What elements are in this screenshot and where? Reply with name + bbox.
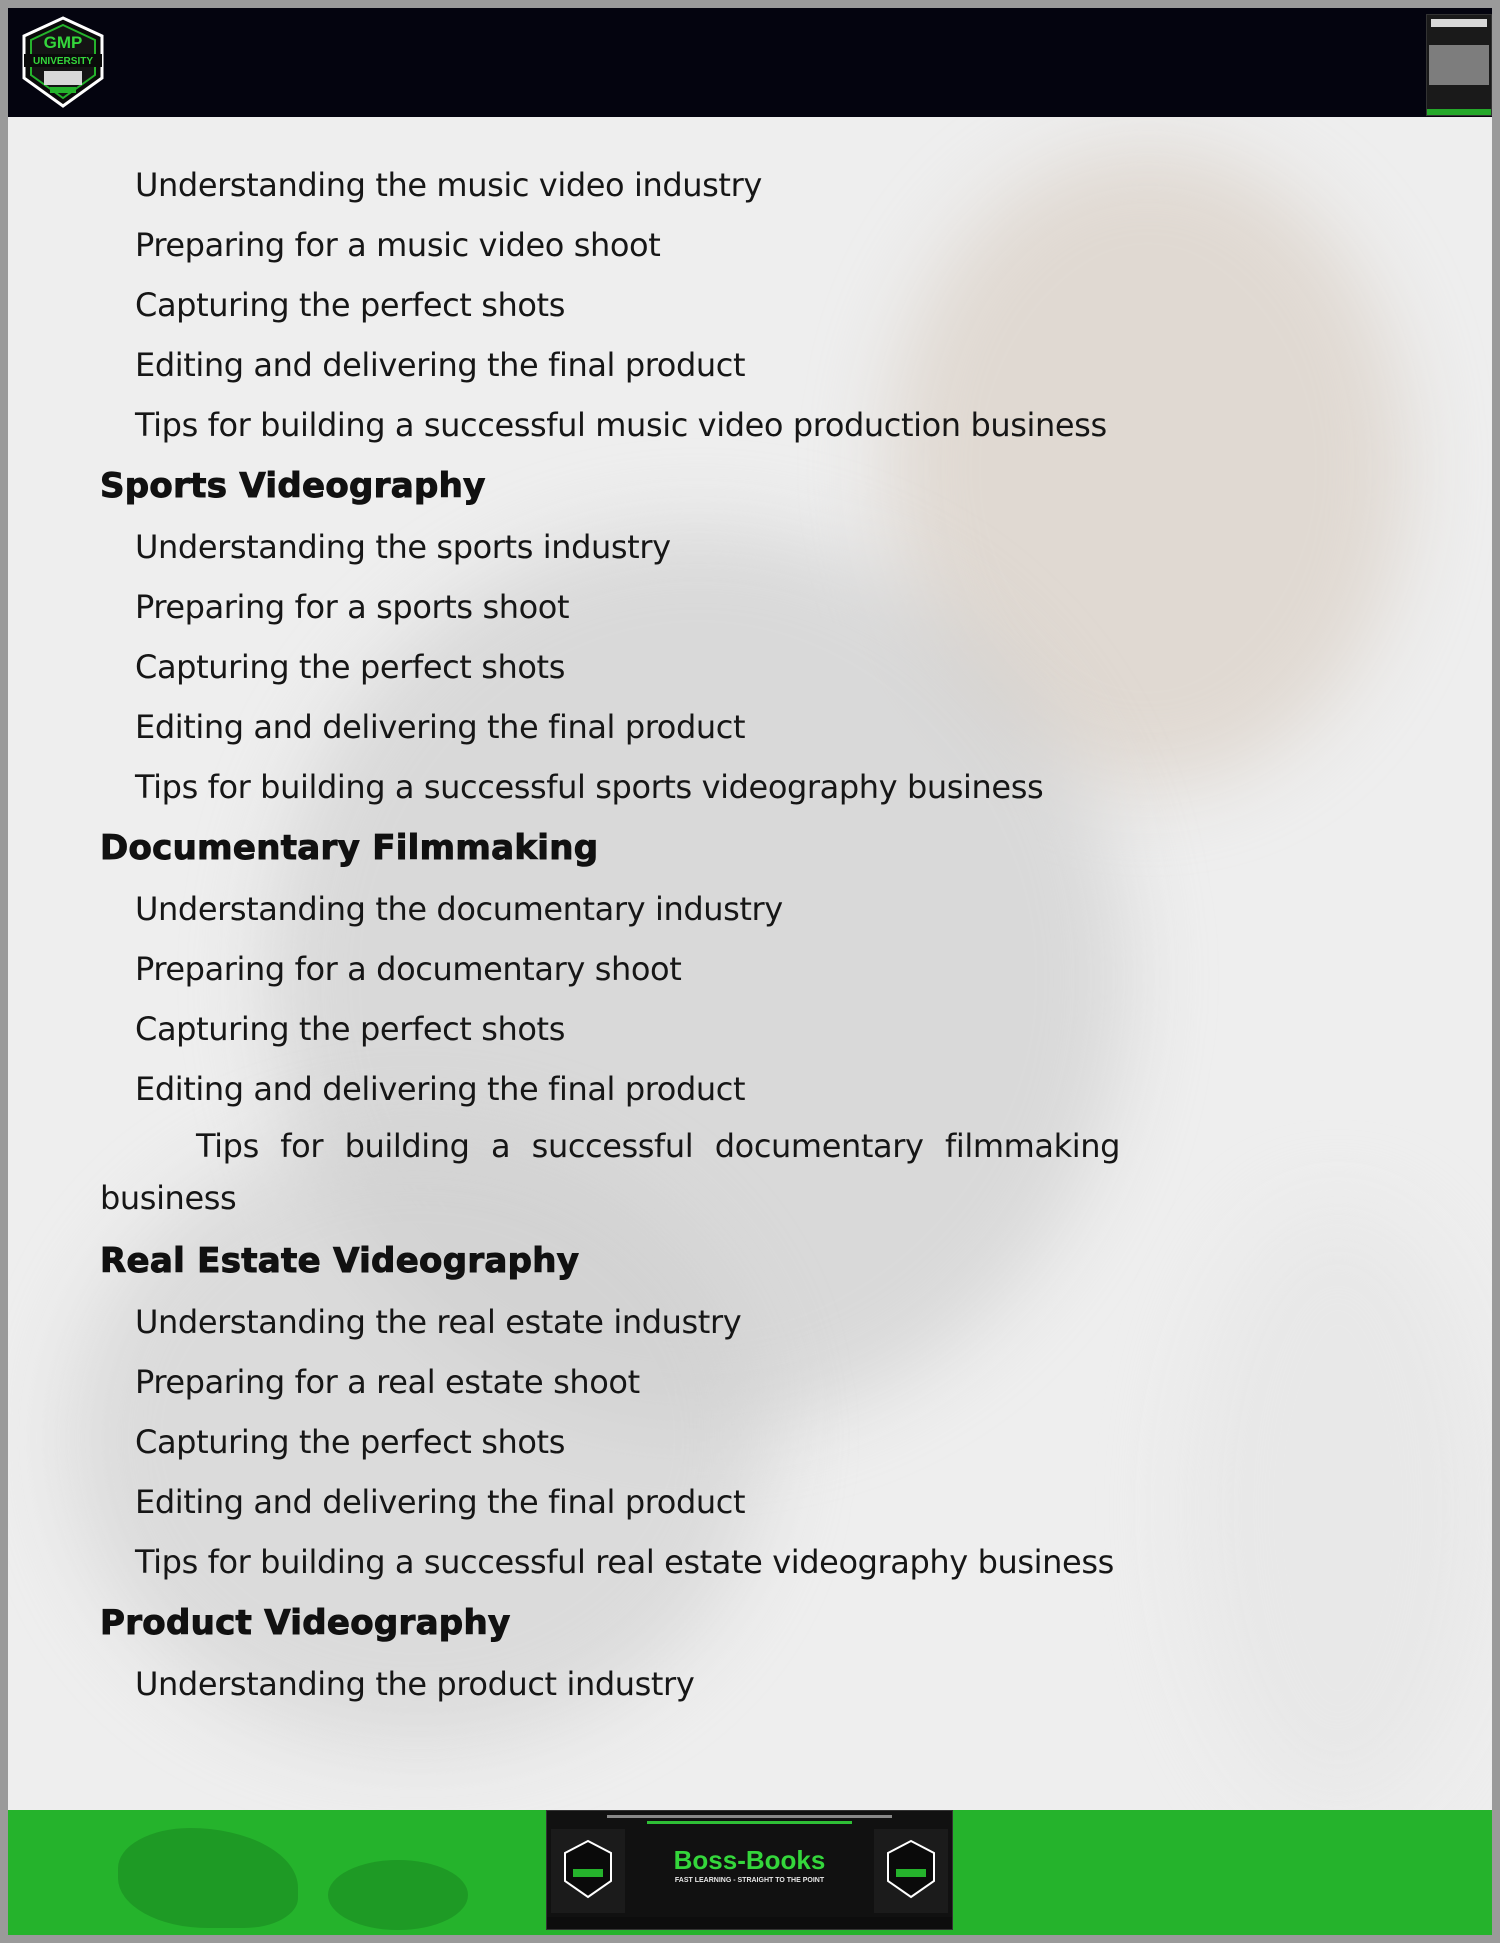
list-item: Understanding the real estate industry: [135, 1303, 742, 1341]
gmp-university-logo: [20, 16, 106, 108]
list-item: Understanding the music video industry: [135, 166, 762, 204]
list-item: Capturing the perfect shots: [135, 648, 565, 686]
boss-books-banner: [546, 1810, 953, 1930]
list-item: Editing and delivering the final product: [135, 1483, 746, 1521]
list-item: Tips for building a successful sports videography business: [135, 768, 1044, 806]
list-item: Understanding the sports industry: [135, 528, 671, 566]
section-heading-documentary: Documentary Filmmaking: [100, 828, 599, 868]
banner-title: Boss-Books: [673, 1845, 826, 1875]
header-bar: [8, 8, 1492, 117]
list-item: Editing and delivering the final product: [135, 346, 746, 384]
list-item: Tips for building a successful music video production business: [135, 406, 1107, 444]
list-item: Capturing the perfect shots: [135, 1423, 565, 1461]
list-item: Editing and delivering the final product: [135, 1070, 746, 1108]
list-item: Preparing for a real estate shoot: [135, 1363, 640, 1401]
list-item: Understanding the product industry: [135, 1665, 695, 1703]
banner-subtitle: FAST LEARNING - STRAIGHT TO THE POINT: [674, 1877, 825, 1884]
list-item: Preparing for a music video shoot: [135, 226, 661, 264]
list-item: Capturing the perfect shots: [135, 1010, 565, 1048]
list-item: Preparing for a sports shoot: [135, 588, 570, 626]
section-heading-product: Product Videography: [100, 1603, 511, 1643]
section-heading-sports: Sports Videography: [100, 466, 486, 506]
list-item: Tips for building a successful real estate videography business: [135, 1543, 1114, 1581]
document-page: [8, 8, 1492, 1935]
list-item: Tips for building a successful documentary filmmaking business: [100, 1127, 1120, 1217]
list-item: Understanding the documentary industry: [135, 890, 783, 928]
footer-bar: [8, 1810, 1492, 1935]
list-item: Capturing the perfect shots: [135, 286, 565, 324]
logo-text-university: UNIVERSITY: [32, 56, 94, 67]
promo-thumbnail: [1426, 14, 1492, 116]
logo-text-gmp: GMP: [43, 33, 83, 52]
list-item: Preparing for a documentary shoot: [135, 950, 682, 988]
background-photo-light: [1188, 1208, 1488, 1808]
section-heading-real-estate: Real Estate Videography: [100, 1241, 580, 1281]
list-item: Editing and delivering the final product: [135, 708, 746, 746]
